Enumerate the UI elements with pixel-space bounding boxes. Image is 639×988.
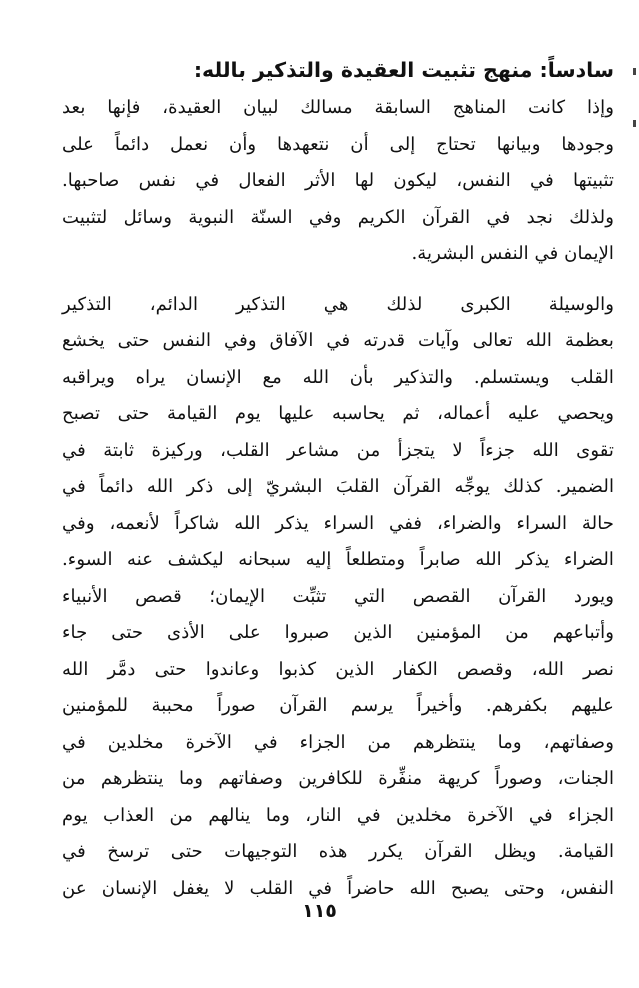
paragraph-gap bbox=[62, 273, 614, 287]
paragraph-line: تقوى الله جزءاً لا يتجزأ من مشاعر القلب، وركيزة ثابتة في bbox=[62, 439, 614, 461]
paragraph-line: وإذا كانت المناهج السابقة مسالك لبيان العقيدة، فإنها بعد bbox=[62, 97, 614, 118]
paragraph-line: النفس، وحتى يصبح الله حاضراً في القلب لا يغفل الإنسان عن bbox=[62, 877, 614, 899]
paragraph-line: القيامة. ويظل القرآن يكرر هذه التوجيهات حتى ترسخ في bbox=[62, 841, 614, 862]
margin-mark-middle bbox=[633, 120, 636, 127]
paragraph-line: الضمير. كذلك يوجِّه القرآن القلبَ البشريّ إلى ذكر الله دائماً في bbox=[62, 476, 614, 497]
margin-mark-top bbox=[633, 68, 636, 75]
paragraph-line: ويحصي عليه أعماله، ثم يحاسبه عليها يوم القيامة حتى تصبح bbox=[62, 403, 614, 424]
paragraph-line: الإيمان في النفس البشرية. bbox=[411, 243, 614, 264]
paragraph-line: حالة السراء والضراء، ففي السراء يذكر الله شاكراً لأنعمه، وفي bbox=[62, 512, 614, 534]
paragraph-line: الضراء يذكر الله صابراً ومتطلعاً إليه سبحانه ليكشف عنه السوء. bbox=[62, 549, 614, 570]
page-number: ١١٥ bbox=[302, 900, 337, 922]
paragraph-line: ولذلك نجد في القرآن الكريم وفي السنّة النبوية وسائل لتثبيت bbox=[62, 206, 614, 228]
section-heading: سادساً: منهج تثبيت العقيدة والتذكير بالله: bbox=[193, 58, 614, 82]
paragraph-line: بعظمة الله تعالى وآيات قدرته في الآفاق وفي النفس حتى يخشع bbox=[62, 330, 614, 351]
paragraph-line: والوسيلة الكبرى لذلك هي التذكير الدائم، التذكير bbox=[62, 293, 614, 315]
paragraph-line: وجودها وبيانها تحتاج إلى أن نتعهدها وأن نعمل دائماً على bbox=[62, 133, 614, 155]
paragraph-line: ويورد القرآن القصص التي تثبِّت الإيمان؛ قصص الأنبياء bbox=[62, 585, 614, 607]
paragraph-line: القلب ويستسلم. والتذكير بأن الله مع الإنسان يراه ويراقبه bbox=[62, 366, 614, 388]
paragraph-line: الجنات، وصوراً كريهة منفِّرة للكافرين وصفاتهم وما ينتظرهم من bbox=[62, 768, 614, 789]
paragraph-line: وأتباعهم من المؤمنين الذين صبروا على الأذى حتى جاء bbox=[62, 622, 614, 643]
page-text-block bbox=[62, 52, 614, 907]
paragraph-2 bbox=[62, 287, 614, 908]
paragraph-line: الجزاء في الآخرة مخلدين في النار، وما ينالهم من العذاب يوم bbox=[62, 804, 614, 826]
paragraph-line: تثبيتها في النفس، ليكون لها الأثر الفعال في نفس صاحبها. bbox=[62, 170, 614, 191]
paragraph-line: وصفاتهم، وما ينتظرهم من الجزاء في الآخرة مخلدين في bbox=[62, 731, 614, 753]
paragraph-line: عليهم بكفرهم. وأخيراً يرسم القرآن صوراً محببة للمؤمنين bbox=[62, 695, 614, 716]
paragraph-1 bbox=[62, 90, 614, 273]
paragraph-line: نصر الله، وقصص الكفار الذين كذبوا وعاندوا حتى دمَّر الله bbox=[62, 658, 614, 680]
